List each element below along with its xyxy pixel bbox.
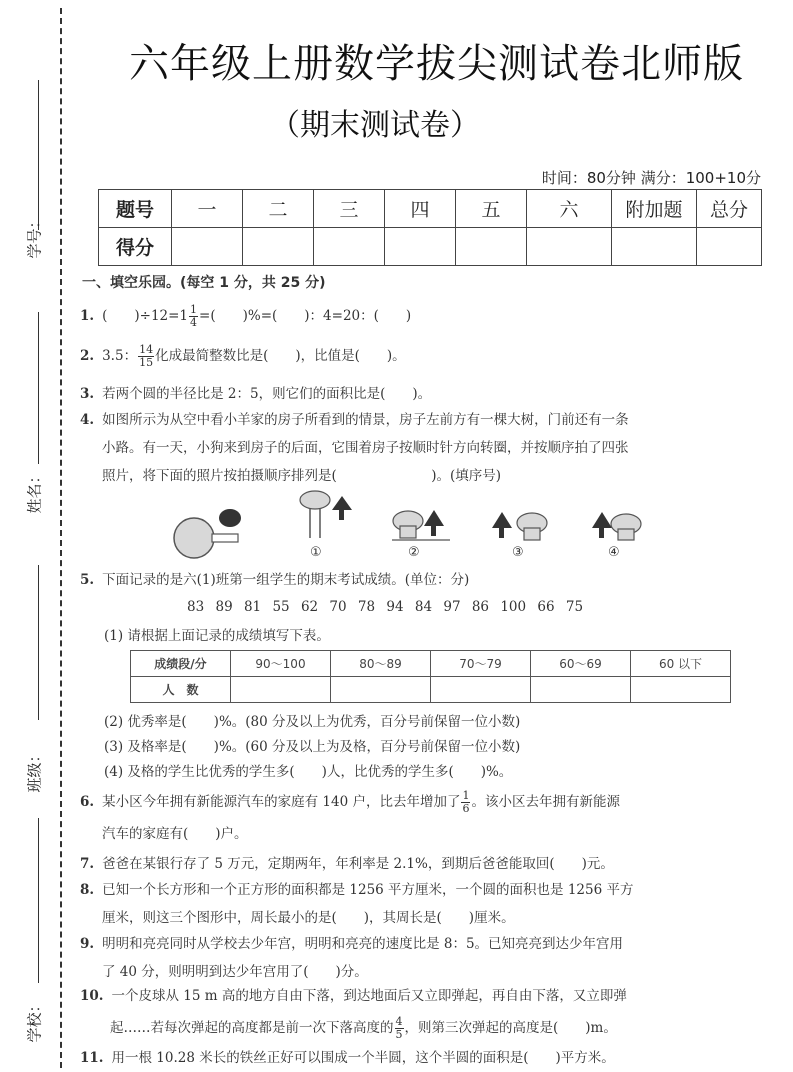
header-cell: 题号	[99, 190, 172, 228]
question-1	[80, 302, 720, 330]
subquestion-2: (2) 优秀率是( )%。(80 分及以上为优秀，百分号前保留一位小数)	[104, 714, 521, 730]
grade-count-cell[interactable]	[631, 677, 731, 703]
exam-info: 时间：80分钟 满分：100+10分	[541, 169, 761, 187]
grade-header-cell: 70～79	[431, 651, 531, 677]
question-number: 4.	[80, 412, 95, 428]
score-value: 81	[243, 599, 262, 615]
page-subtitle: （期末测试卷）	[270, 108, 480, 143]
header-cell: 二	[243, 190, 314, 228]
photo-1	[300, 491, 352, 560]
question-text: 若两个圆的半径比是 2：5，则它们的面积比是( )。	[102, 386, 432, 402]
header-cell: 四	[385, 190, 456, 228]
name-line	[38, 312, 39, 464]
score-value: 86	[471, 599, 490, 615]
question-text: 用一根 10.28 米长的铁丝正好可以围成一个半圆，这个半圆的面积是( )平方米。	[111, 1050, 615, 1066]
score-value: 70	[329, 599, 347, 615]
score-input-cell[interactable]	[385, 228, 456, 266]
photo-label: ④	[608, 545, 620, 560]
grade-count-cell[interactable]	[531, 677, 631, 703]
score-table-header-row	[99, 190, 762, 228]
question-3	[80, 380, 720, 408]
question-2	[80, 342, 720, 370]
question-text: 明明和亮亮同时从学校去少年宫，明明和亮亮的速度比是 8：5。已知亮亮到达少年宫用	[102, 936, 624, 952]
question-text: 如图所示为从空中看小羊家的房子所看到的情景，房子左前方有一棵大树，门前还有一条	[102, 412, 629, 428]
header-cell: 六	[527, 190, 612, 228]
fraction-numerator: 1	[462, 789, 470, 802]
grade-count-cell[interactable]	[431, 677, 531, 703]
cut-dashed-line	[60, 8, 62, 1068]
score-value: 100	[500, 599, 527, 615]
grade-header-cell: 成绩段/分	[131, 651, 231, 677]
fraction	[461, 790, 470, 815]
score-value: 66	[537, 599, 555, 615]
grade-header-cell: 90～100	[231, 651, 331, 677]
question-11	[80, 1044, 720, 1072]
fraction-denominator: 6	[462, 802, 470, 815]
question-number: 10.	[80, 988, 104, 1004]
question-text: 起……若每次弹起的高度都是前一次下落高度的	[110, 1020, 394, 1036]
question-text: =( )%=( )：4=20：( )	[199, 308, 412, 324]
score-value: 94	[386, 599, 404, 615]
question-number: 2.	[80, 348, 95, 364]
score-value: 55	[272, 599, 290, 615]
question-number: 5.	[80, 572, 95, 588]
score-input-cell[interactable]	[697, 228, 762, 266]
question-6	[80, 788, 720, 848]
photo-3	[492, 512, 547, 560]
question-text: 。该小区去年拥有新能源	[471, 794, 620, 810]
grade-header-cell: 80～89	[331, 651, 431, 677]
subquestion-4: (4) 及格的学生比优秀的学生多( )人，比优秀的学生多( )%。	[104, 764, 513, 780]
score-table	[98, 189, 762, 266]
fraction-numerator: 4	[395, 1015, 403, 1028]
top-view-illustration	[174, 509, 241, 558]
header-cell: 三	[314, 190, 385, 228]
score-value: 75	[565, 599, 584, 615]
grade-count-cell[interactable]	[331, 677, 431, 703]
question-8	[80, 876, 720, 932]
fraction-numerator: 14	[139, 343, 154, 356]
question-number: 1.	[80, 308, 95, 324]
question-text: 爸爸在某银行存了 5 万元，定期两年，年利率是 2.1%，到期后爸爸能取回( )元。	[102, 856, 614, 872]
score-value: 83	[187, 599, 205, 615]
score-table-score-row	[99, 228, 762, 266]
question-7	[80, 850, 720, 878]
photo-label: ③	[512, 545, 524, 560]
question-number: 6.	[80, 794, 95, 810]
header-cell: 附加题	[612, 190, 697, 228]
score-value: 97	[443, 599, 461, 615]
score-input-cell[interactable]	[172, 228, 243, 266]
photo-2	[392, 510, 450, 560]
grade-header-cell: 60 以下	[631, 651, 731, 677]
name-label: 姓名：	[25, 468, 44, 514]
grade-row-label: 人 数	[131, 677, 231, 703]
subquestion-1: (1) 请根据上面记录的成绩填写下表。	[104, 628, 330, 644]
question-text: 3.5：	[102, 348, 138, 364]
question-text: 了 40 分，则明明到达少年宫用了( )分。	[102, 964, 368, 980]
question-text: 照片，将下面的照片按拍摄顺序排列是( )。(填序号)	[102, 468, 502, 484]
grade-header-cell: 60～69	[531, 651, 631, 677]
header-cell: 一	[172, 190, 243, 228]
header-cell: 五	[456, 190, 527, 228]
question-text: 汽车的家庭有( )户。	[102, 826, 248, 842]
grade-table-count-row	[131, 677, 731, 703]
student-no-line	[38, 80, 39, 230]
header-cell: 总分	[697, 190, 762, 228]
photo-label: ②	[408, 545, 420, 560]
question-text: 厘米，则这三个图形中，周长最小的是( )，其周长是( )厘米。	[102, 910, 515, 926]
fraction	[138, 344, 154, 369]
subquestion-3: (3) 及格率是( )%。(60 分及以上为及格，百分号前保留一位小数)	[104, 739, 521, 755]
question-text: 某小区今年拥有新能源汽车的家庭有 140 户，比去年增加了	[102, 794, 461, 810]
student-no-label: 学号：	[25, 213, 44, 259]
score-value: 89	[215, 599, 233, 615]
score-input-cell[interactable]	[527, 228, 612, 266]
class-label: 班级：	[25, 747, 44, 793]
score-value: 84	[414, 599, 433, 615]
grade-count-cell[interactable]	[231, 677, 331, 703]
grade-table	[130, 650, 731, 703]
question-text: ，则第三次弹起的高度是( )m。	[404, 1020, 617, 1036]
school-line	[38, 818, 39, 983]
house-photos-figure	[160, 488, 660, 564]
question-text: 化成最简整数比是( )，比值是( )。	[155, 348, 406, 364]
score-input-cell[interactable]	[612, 228, 697, 266]
class-line	[38, 565, 39, 720]
fraction-numerator: 1	[190, 303, 198, 316]
photo-4	[592, 512, 641, 560]
school-label: 学校：	[25, 997, 44, 1043]
score-value: 62	[300, 599, 319, 615]
binding-sidebar	[0, 0, 72, 1072]
question-number: 7.	[80, 856, 95, 872]
question-10	[80, 982, 720, 1042]
question-text: 下面记录的是六(1)班第一组学生的期末考试成绩。(单位：分)	[102, 572, 470, 588]
fraction-denominator: 4	[190, 316, 198, 329]
question-number: 3.	[80, 386, 95, 402]
question-text: 一个皮球从 15 m 高的地方自由下落，到达地面后又立即弹起，再自由下落，又立即弹	[111, 988, 627, 1004]
score-input-cell[interactable]	[314, 228, 385, 266]
question-number: 8.	[80, 882, 95, 898]
question-9	[80, 930, 720, 986]
question-text: 小路。有一天，小狗来到房子的后面，它围着房子按顺时针方向转圈，并按顺序拍了四张	[102, 440, 629, 456]
fraction	[189, 304, 198, 329]
fraction-denominator: 15	[139, 356, 154, 369]
fraction-denominator: 5	[395, 1028, 403, 1041]
grade-table-header-row	[131, 651, 731, 677]
score-value: 78	[357, 599, 376, 615]
score-input-cell[interactable]	[456, 228, 527, 266]
question-number: 9.	[80, 936, 95, 952]
score-label-cell: 得分	[99, 228, 172, 266]
score-input-cell[interactable]	[243, 228, 314, 266]
section-heading: 一、填空乐园。(每空 1 分，共 25 分)	[82, 275, 326, 291]
question-text: 已知一个长方形和一个正方形的面积都是 1256 平方厘米，一个圆的面积也是 1256 平方	[102, 882, 634, 898]
score-list	[187, 599, 583, 615]
question-number: 11.	[80, 1050, 104, 1066]
question-4	[80, 406, 720, 490]
question-5	[80, 566, 720, 594]
question-text: ( )÷12=1	[102, 308, 189, 324]
photo-label: ①	[310, 545, 322, 560]
fraction	[395, 1016, 404, 1041]
page-title: 六年级上册数学拔尖测试卷北师版	[129, 41, 744, 87]
